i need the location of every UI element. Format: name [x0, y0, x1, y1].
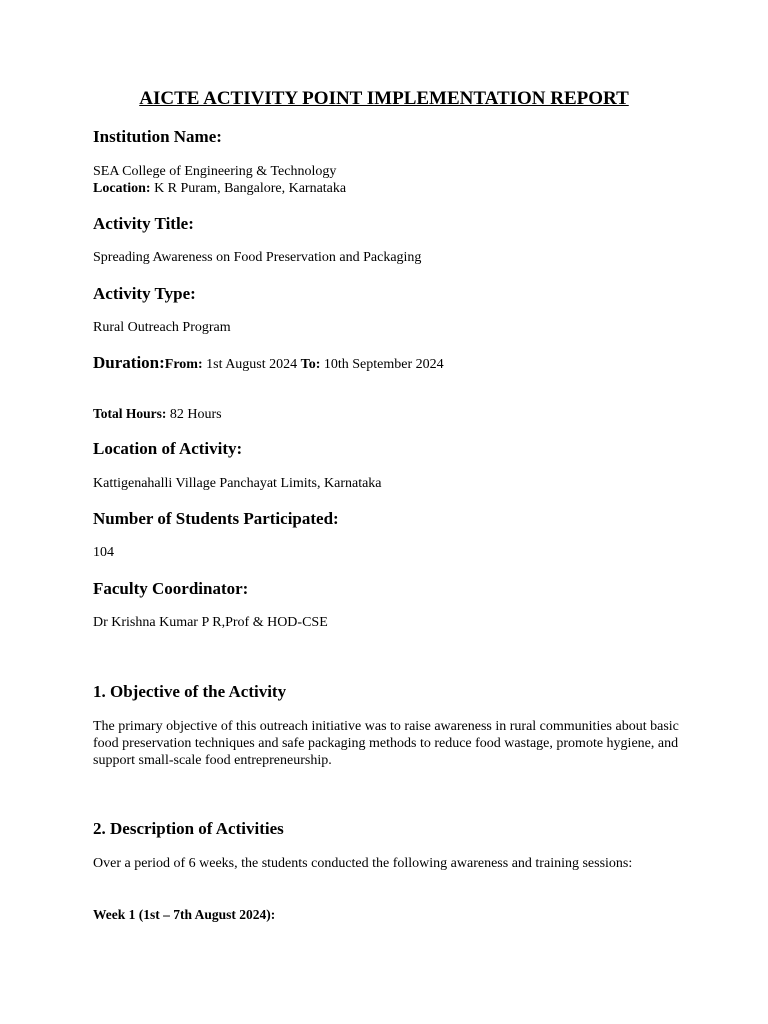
section1-heading: 1. Objective of the Activity: [93, 682, 287, 701]
report-title: AICTE ACTIVITY POINT IMPLEMENTATION REPORT: [139, 88, 629, 109]
activity-type-value: Rural Outreach Program: [93, 320, 231, 335]
location-value: K R Puram, Bangalore, Karnataka: [154, 181, 347, 196]
students-heading: Number of Students Participated:: [93, 509, 339, 528]
total-hours-line: [93, 405, 222, 423]
hours-label: Total Hours:: [93, 406, 167, 421]
activity-title-heading: Activity Title:: [93, 214, 194, 233]
section2-heading: 2. Description of Activities: [93, 819, 284, 838]
to-label: To:: [300, 357, 321, 372]
faculty-heading: Faculty Coordinator:: [93, 579, 249, 598]
hours-value: 82 Hours: [169, 407, 222, 422]
week1-label: Week 1 (1st – 7th August 2024):: [93, 907, 276, 922]
students-value: 104: [93, 545, 114, 560]
institution-heading: Institution Name:: [93, 127, 222, 146]
to-value: 10th September 2024: [323, 357, 444, 372]
section2-text: Over a period of 6 weeks, the students conducted the following awareness and training sessions:: [93, 856, 633, 871]
duration-heading: Duration:: [93, 353, 165, 372]
activity-title-value: Spreading Awareness on Food Preservation and Packaging: [93, 250, 422, 265]
from-value: 1st August 2024: [206, 357, 298, 372]
institution-name: SEA College of Engineering & Technology: [93, 164, 337, 179]
section1-text: The primary objective of this outreach initiative was to raise awareness in rural communities about basic food preservation techniques and safe packaging methods to reduce food wastage, promote hygiene, and support small-scale food entrepreneurship.: [93, 719, 679, 768]
location-of-activity-heading: Location of Activity:: [93, 439, 243, 458]
institution-location: [93, 180, 346, 197]
from-label: From:: [164, 357, 203, 372]
duration-line: [93, 353, 444, 373]
location-of-activity-value: Kattigenahalli Village Panchayat Limits, Karnataka: [93, 476, 382, 491]
faculty-value: Dr Krishna Kumar P R,Prof & HOD-CSE: [93, 615, 328, 630]
location-label: Location:: [93, 181, 151, 196]
activity-type-heading: Activity Type:: [93, 284, 196, 303]
week1-heading: [93, 906, 275, 924]
